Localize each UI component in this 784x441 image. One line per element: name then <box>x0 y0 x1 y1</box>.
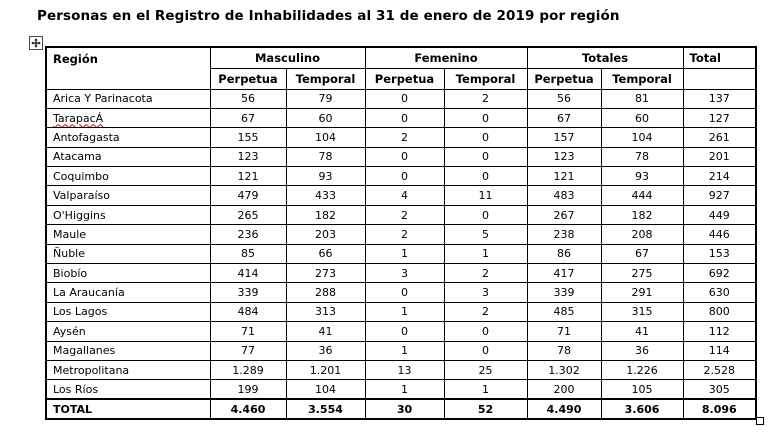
value-cell: 3 <box>444 283 527 302</box>
value-cell: 13 <box>365 360 444 379</box>
value-cell: 236 <box>210 225 286 244</box>
column-header-total: Total <box>683 47 756 68</box>
value-cell: 433 <box>286 186 365 205</box>
value-cell: 105 <box>601 380 683 399</box>
value-cell: 479 <box>210 186 286 205</box>
value-cell: 800 <box>683 302 756 321</box>
value-cell: 121 <box>210 167 286 186</box>
value-cell: 444 <box>601 186 683 205</box>
region-cell: TOTAL <box>46 399 210 419</box>
region-cell: TarapacÁ <box>46 108 210 127</box>
value-cell: 275 <box>601 264 683 283</box>
value-cell: 208 <box>601 225 683 244</box>
column-header-totales-perpetua: Perpetua <box>527 68 601 89</box>
value-cell: 1 <box>365 380 444 399</box>
value-cell: 3 <box>365 264 444 283</box>
four-way-arrow-icon <box>31 38 41 48</box>
value-cell: 1.302 <box>527 360 601 379</box>
column-group-totales: Totales <box>527 47 683 68</box>
table-row <box>46 128 756 147</box>
value-cell: 93 <box>286 167 365 186</box>
region-cell: Antofagasta <box>46 128 210 147</box>
page-title: Personas en el Registro de Inhabilidades al 31 de enero de 2019 por región <box>37 8 620 24</box>
value-cell: 182 <box>286 205 365 224</box>
table-row <box>46 186 756 205</box>
value-cell: 305 <box>683 380 756 399</box>
value-cell: 0 <box>444 167 527 186</box>
value-cell: 291 <box>601 283 683 302</box>
value-cell: 288 <box>286 283 365 302</box>
region-cell: Aysén <box>46 322 210 341</box>
region-cell: Atacama <box>46 147 210 166</box>
value-cell: 1 <box>444 380 527 399</box>
value-cell: 630 <box>683 283 756 302</box>
table-row <box>46 302 756 321</box>
inhabilidades-table <box>45 46 757 420</box>
value-cell: 2 <box>365 205 444 224</box>
value-cell: 155 <box>210 128 286 147</box>
value-cell: 1.226 <box>601 360 683 379</box>
value-cell: 85 <box>210 244 286 263</box>
value-cell: 157 <box>527 128 601 147</box>
region-cell: Coquimbo <box>46 167 210 186</box>
value-cell: 8.096 <box>683 399 756 419</box>
value-cell: 1 <box>365 302 444 321</box>
value-cell: 2.528 <box>683 360 756 379</box>
value-cell: 30 <box>365 399 444 419</box>
value-cell: 182 <box>601 205 683 224</box>
value-cell: 0 <box>365 283 444 302</box>
value-cell: 3.554 <box>286 399 365 419</box>
value-cell: 78 <box>601 147 683 166</box>
value-cell: 67 <box>527 108 601 127</box>
value-cell: 78 <box>286 147 365 166</box>
value-cell: 79 <box>286 89 365 108</box>
value-cell: 0 <box>365 167 444 186</box>
region-cell: Maule <box>46 225 210 244</box>
value-cell: 199 <box>210 380 286 399</box>
region-cell: Los Ríos <box>46 380 210 399</box>
column-header-totales-temporal: Temporal <box>601 68 683 89</box>
value-cell: 927 <box>683 186 756 205</box>
value-cell: 3.606 <box>601 399 683 419</box>
value-cell: 137 <box>683 89 756 108</box>
table-row <box>46 380 756 399</box>
value-cell: 153 <box>683 244 756 263</box>
value-cell: 0 <box>365 147 444 166</box>
column-header-femenino-temporal: Temporal <box>444 68 527 89</box>
value-cell: 66 <box>286 244 365 263</box>
table-header <box>46 47 756 89</box>
value-cell: 238 <box>527 225 601 244</box>
value-cell: 86 <box>527 244 601 263</box>
value-cell: 60 <box>601 108 683 127</box>
table-body <box>46 89 756 419</box>
value-cell: 93 <box>601 167 683 186</box>
value-cell: 123 <box>527 147 601 166</box>
table-row <box>46 283 756 302</box>
value-cell: 2 <box>365 128 444 147</box>
value-cell: 485 <box>527 302 601 321</box>
value-cell: 77 <box>210 341 286 360</box>
value-cell: 449 <box>683 205 756 224</box>
region-cell: Arica Y Parinacota <box>46 89 210 108</box>
value-cell: 114 <box>683 341 756 360</box>
value-cell: 104 <box>286 128 365 147</box>
value-cell: 2 <box>444 302 527 321</box>
value-cell: 60 <box>286 108 365 127</box>
table-row <box>46 167 756 186</box>
region-cell: Biobío <box>46 264 210 283</box>
header-row-groups <box>46 47 756 68</box>
column-header-total-empty <box>683 68 756 89</box>
region-cell: O'Higgins <box>46 205 210 224</box>
value-cell: 4.460 <box>210 399 286 419</box>
value-cell: 127 <box>683 108 756 127</box>
region-cell: Los Lagos <box>46 302 210 321</box>
value-cell: 36 <box>601 341 683 360</box>
value-cell: 67 <box>210 108 286 127</box>
value-cell: 273 <box>286 264 365 283</box>
region-cell: Valparaíso <box>46 186 210 205</box>
value-cell: 2 <box>444 264 527 283</box>
value-cell: 67 <box>601 244 683 263</box>
region-cell: La Araucanía <box>46 283 210 302</box>
column-header-masculino-perpetua: Perpetua <box>210 68 286 89</box>
value-cell: 200 <box>527 380 601 399</box>
value-cell: 4 <box>365 186 444 205</box>
table-row <box>46 341 756 360</box>
value-cell: 315 <box>601 302 683 321</box>
value-cell: 1 <box>365 244 444 263</box>
region-cell: Metropolitana <box>46 360 210 379</box>
value-cell: 484 <box>210 302 286 321</box>
value-cell: 1.201 <box>286 360 365 379</box>
table-row <box>46 225 756 244</box>
value-cell: 56 <box>210 89 286 108</box>
table-row <box>46 108 756 127</box>
table-row <box>46 205 756 224</box>
column-header-femenino-perpetua: Perpetua <box>365 68 444 89</box>
table-row <box>46 89 756 108</box>
table-resize-handle-icon[interactable] <box>756 417 764 425</box>
value-cell: 214 <box>683 167 756 186</box>
value-cell: 0 <box>365 89 444 108</box>
value-cell: 483 <box>527 186 601 205</box>
value-cell: 5 <box>444 225 527 244</box>
value-cell: 104 <box>601 128 683 147</box>
value-cell: 692 <box>683 264 756 283</box>
value-cell: 261 <box>683 128 756 147</box>
value-cell: 267 <box>527 205 601 224</box>
value-cell: 0 <box>444 147 527 166</box>
value-cell: 201 <box>683 147 756 166</box>
value-cell: 25 <box>444 360 527 379</box>
value-cell: 1 <box>444 244 527 263</box>
column-header-region: Región <box>46 47 210 89</box>
value-cell: 0 <box>444 128 527 147</box>
value-cell: 112 <box>683 322 756 341</box>
column-group-femenino: Femenino <box>365 47 527 68</box>
value-cell: 71 <box>210 322 286 341</box>
value-cell: 417 <box>527 264 601 283</box>
table-move-handle-icon[interactable] <box>29 36 43 50</box>
table-row <box>46 322 756 341</box>
value-cell: 446 <box>683 225 756 244</box>
value-cell: 1.289 <box>210 360 286 379</box>
value-cell: 11 <box>444 186 527 205</box>
value-cell: 313 <box>286 302 365 321</box>
value-cell: 104 <box>286 380 365 399</box>
table-row <box>46 264 756 283</box>
value-cell: 71 <box>527 322 601 341</box>
value-cell: 339 <box>210 283 286 302</box>
region-cell: Ñuble <box>46 244 210 263</box>
value-cell: 0 <box>444 205 527 224</box>
value-cell: 0 <box>365 322 444 341</box>
value-cell: 0 <box>444 341 527 360</box>
column-header-masculino-temporal: Temporal <box>286 68 365 89</box>
value-cell: 52 <box>444 399 527 419</box>
value-cell: 265 <box>210 205 286 224</box>
column-group-masculino: Masculino <box>210 47 365 68</box>
value-cell: 0 <box>365 108 444 127</box>
value-cell: 1 <box>365 341 444 360</box>
table-row <box>46 147 756 166</box>
value-cell: 78 <box>527 341 601 360</box>
table-row <box>46 360 756 379</box>
value-cell: 339 <box>527 283 601 302</box>
value-cell: 414 <box>210 264 286 283</box>
value-cell: 81 <box>601 89 683 108</box>
value-cell: 123 <box>210 147 286 166</box>
table-row-total <box>46 399 756 419</box>
value-cell: 2 <box>365 225 444 244</box>
value-cell: 41 <box>601 322 683 341</box>
value-cell: 4.490 <box>527 399 601 419</box>
value-cell: 121 <box>527 167 601 186</box>
value-cell: 203 <box>286 225 365 244</box>
value-cell: 0 <box>444 108 527 127</box>
table-row <box>46 244 756 263</box>
value-cell: 56 <box>527 89 601 108</box>
region-cell: Magallanes <box>46 341 210 360</box>
value-cell: 0 <box>444 322 527 341</box>
value-cell: 2 <box>444 89 527 108</box>
value-cell: 41 <box>286 322 365 341</box>
value-cell: 36 <box>286 341 365 360</box>
